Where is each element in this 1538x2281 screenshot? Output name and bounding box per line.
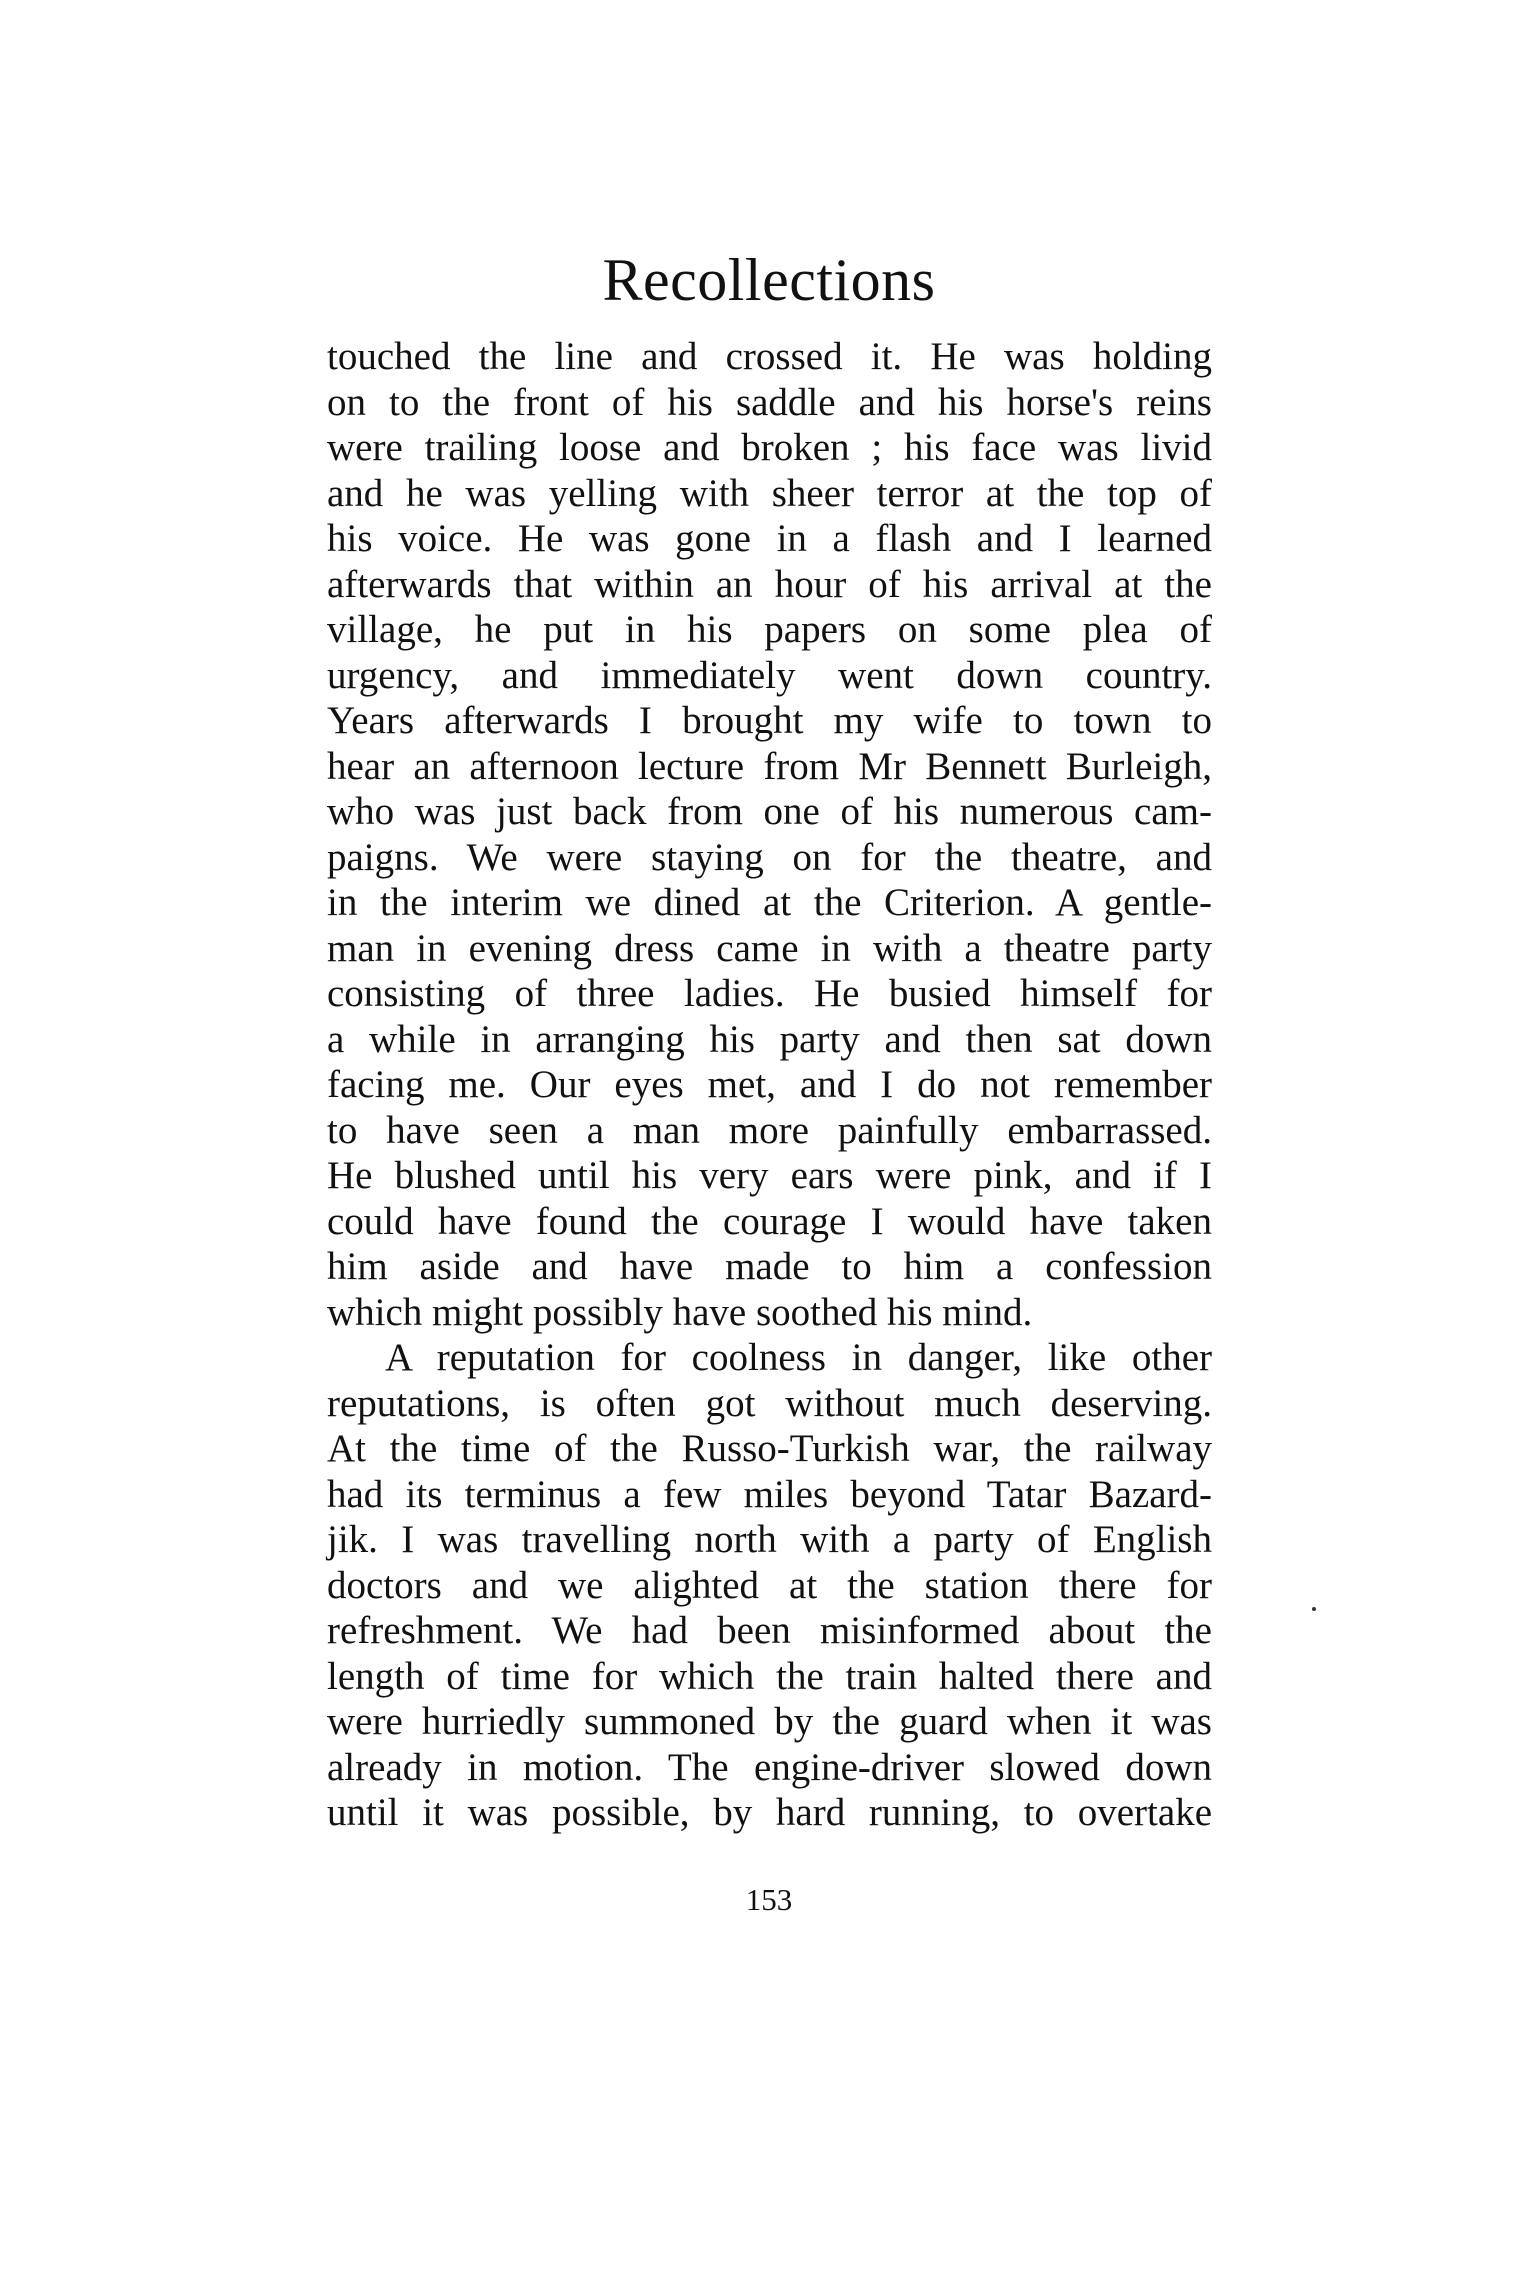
text-line: doctors and we alighted at the station there for — [327, 1563, 1212, 1607]
text-line: consisting of three ladies. He busied himself for — [327, 972, 1212, 1015]
text-line: hear an afternoon lecture from Mr Bennett Burleigh, — [327, 744, 1212, 788]
text-line: until it was possible, by hard running, to overtake — [327, 1791, 1212, 1834]
page-number: 153 — [745, 1882, 793, 1917]
text-line: a while in arranging his party and then sat down — [327, 1017, 1212, 1061]
text-line: He blushed until his very ears were pink, and if I — [327, 1154, 1212, 1197]
text-line: Years afterwards I brought my wife to town to — [327, 699, 1212, 742]
running-head: Recollections — [602, 247, 936, 313]
scan-speck — [1312, 1607, 1316, 1611]
text-line: paigns. We were staying on for the theatre, and — [327, 835, 1212, 879]
body-text — [327, 334, 1212, 1836]
text-line: already in motion. The engine-driver slowed down — [327, 1745, 1212, 1789]
text-line: which might possibly have soothed his mind. — [327, 1290, 1033, 1334]
text-line: had its terminus a few miles beyond Tatar Bazard- — [327, 1472, 1212, 1516]
text-line: urgency, and immediately went down country. — [327, 653, 1212, 697]
text-line: jik. I was travelling north with a party of English — [327, 1518, 1212, 1561]
text-line: were hurriedly summoned by the guard when it was — [327, 1700, 1212, 1743]
text-line: in the interim we dined at the Criterion. A gentle- — [327, 881, 1212, 924]
text-line: were trailing loose and broken ; his face was livid — [327, 426, 1212, 469]
text-line: and he was yelling with sheer terror at the top of — [327, 471, 1212, 515]
text-line: refreshment. We had been misinformed about the — [327, 1609, 1212, 1652]
text-line: him aside and have made to him a confession — [327, 1245, 1212, 1288]
text-line: A reputation for coolness in danger, like other — [385, 1336, 1212, 1379]
text-line: on to the front of his saddle and his horse's reins — [327, 380, 1212, 424]
text-line: reputations, is often got without much deserving. — [327, 1381, 1212, 1425]
text-line: to have seen a man more painfully embarrassed. — [327, 1108, 1212, 1152]
text-line: who was just back from one of his numerous cam- — [327, 790, 1212, 833]
text-line: man in evening dress came in with a theatre party — [327, 926, 1212, 970]
text-line: touched the line and crossed it. He was holding — [327, 335, 1212, 378]
text-line: village, he put in his papers on some plea of — [327, 608, 1212, 651]
text-line: could have found the courage I would have taken — [327, 1199, 1212, 1243]
text-line: At the time of the Russo-Turkish war, the railway — [327, 1427, 1212, 1470]
text-line: his voice. He was gone in a flash and I learned — [327, 517, 1212, 560]
text-line: facing me. Our eyes met, and I do not remember — [327, 1063, 1212, 1106]
text-line: afterwards that within an hour of his arrival at the — [327, 562, 1212, 606]
text-line: length of time for which the train halted there and — [327, 1654, 1212, 1698]
